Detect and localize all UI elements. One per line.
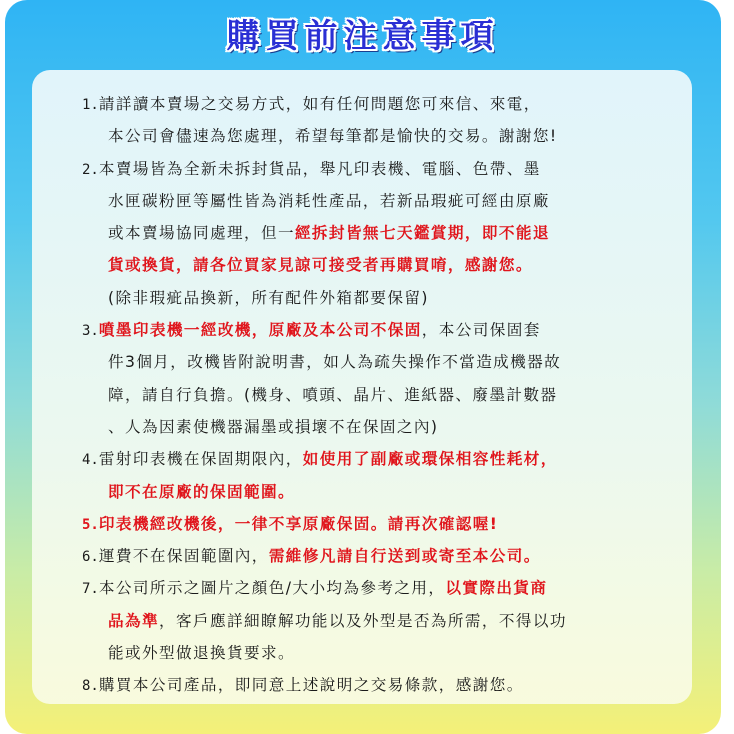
emphasis-text: 品為準 xyxy=(108,611,159,630)
body-text: 請詳讀本賣場之交易方式，如有任何問題您可來信、來電， xyxy=(98,95,541,113)
notice-line xyxy=(82,217,662,249)
notice-line xyxy=(82,508,662,540)
item-number: 8. xyxy=(82,678,99,695)
emphasis-text: 即不在原廠的保固範圍。 xyxy=(108,482,295,501)
body-text: 、人為因素使機器漏墨或損壞不在保固之內) xyxy=(108,417,439,436)
item-number: 5. xyxy=(82,516,99,533)
emphasis-text: 噴墨印表機一經改機，原廠及本公司不保固 xyxy=(98,321,422,340)
notice-line xyxy=(82,314,662,346)
body-text: ，本公司保固套 xyxy=(421,321,541,340)
emphasis-text: 貨或換貨，請各位買家見諒可接受者再購買唷，感謝您。 xyxy=(108,256,533,275)
item-number: 4. xyxy=(82,452,99,469)
body-text: 能或外型做退換貨要求。 xyxy=(108,644,295,663)
notice-line xyxy=(82,185,662,217)
notice-line xyxy=(82,572,662,604)
body-text: 或本賣場協同處理，但一 xyxy=(108,224,295,243)
body-text: 件3個月，改機皆附說明書，如人為疏失操作不當造成機器故 xyxy=(108,353,562,372)
emphasis-text: 以實際出貨商 xyxy=(445,579,548,598)
item-number: 7. xyxy=(82,581,99,598)
notice-line xyxy=(82,88,662,120)
emphasis-text: 需維修凡請自行送到或寄至本公司。 xyxy=(268,547,541,566)
body-text: 運費不在保固範圍內， xyxy=(98,547,269,566)
notice-line xyxy=(82,120,662,152)
notice-line xyxy=(82,411,662,443)
notice-line xyxy=(82,346,662,378)
notice-line xyxy=(82,540,662,572)
notice-line xyxy=(82,282,662,314)
item-number: 6. xyxy=(82,549,99,566)
notice-line xyxy=(82,669,662,701)
item-number: 1. xyxy=(82,97,99,113)
body-text: (除非瑕疵品換新，所有配件外箱都要保留) xyxy=(108,288,429,307)
body-text: 障，請自行負擔。(機身、噴頭、晶片、進紙器、廢墨計數器 xyxy=(108,385,558,404)
body-text: 本公司所示之圖片之顏色/大小均為參考之用， xyxy=(98,579,446,598)
body-text: 本賣場皆為全新未拆封貨品，舉凡印表機、電腦、色帶、墨 xyxy=(98,159,541,178)
body-text: 購買本公司產品，即同意上述說明之交易條款，感謝您。 xyxy=(98,676,524,695)
body-text: 雷射印表機在保固期限內， xyxy=(98,450,303,469)
body-text: 本公司會儘速為您處理，希望每筆都是愉快的交易。謝謝您! xyxy=(108,127,558,146)
body-text: ，客戶應詳細瞭解功能以及外型是否為所需，不得以功 xyxy=(158,611,567,630)
emphasis-text: 經拆封皆無七天鑑賞期，即不能退 xyxy=(294,224,550,243)
page-title: 購買前注意事項 xyxy=(226,16,500,55)
item-number: 3. xyxy=(82,323,99,340)
emphasis-text: 印表機經改機後，一律不享原廠保固。請再次確認喔! xyxy=(98,514,499,533)
notice-list xyxy=(82,88,662,702)
notice-line xyxy=(82,605,662,637)
notice-line xyxy=(82,153,662,185)
notice-line xyxy=(82,379,662,411)
emphasis-text: 如使用了副廠或環保相容性耗材， xyxy=(302,450,558,469)
title-area xyxy=(5,10,721,57)
item-number: 2. xyxy=(82,161,99,178)
notice-line xyxy=(82,249,662,281)
notice-line xyxy=(82,443,662,475)
notice-line xyxy=(82,637,662,669)
body-text: 水匣碳粉匣等屬性皆為消耗性產品，若新品瑕疵可經由原廠 xyxy=(108,191,550,210)
notice-line xyxy=(82,476,662,508)
